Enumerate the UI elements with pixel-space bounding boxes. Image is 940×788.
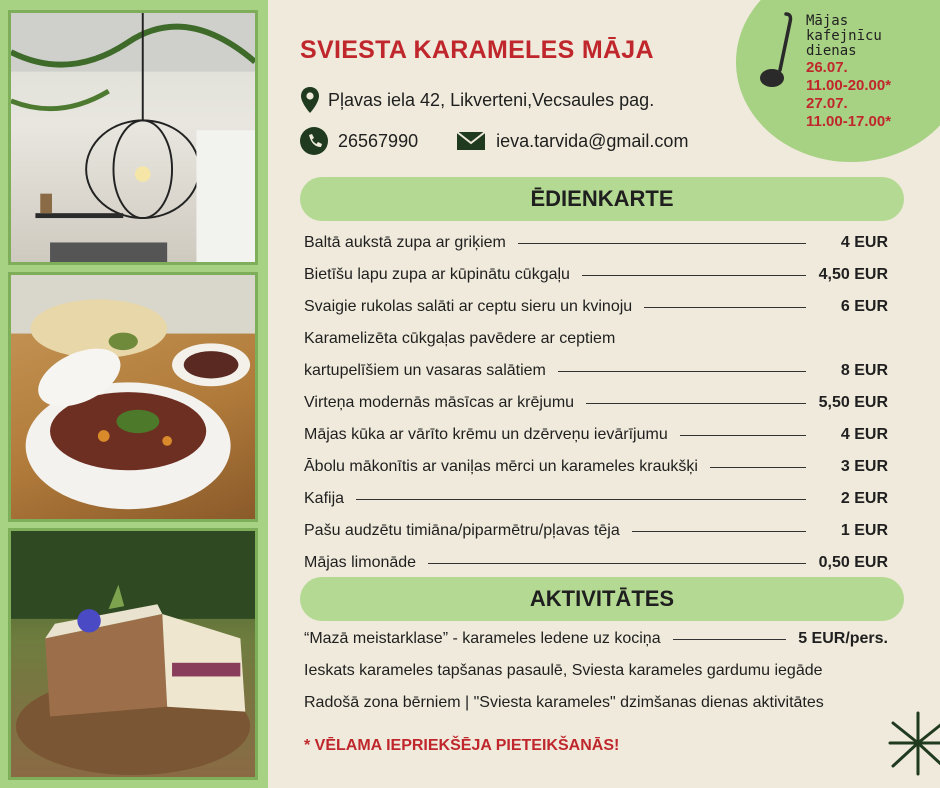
ladle-icon	[756, 12, 800, 92]
menu-item	[304, 520, 892, 542]
menu-item-price: 8 EUR	[840, 362, 888, 379]
dotted-leader	[428, 563, 806, 564]
event-dates-text	[806, 14, 936, 131]
menu-item	[304, 552, 892, 574]
event-date-1: 26.07.	[806, 59, 848, 76]
reservation-note: * VĒLAMA IEPRIEKŠĒJA PIETEIKŠANĀS!	[304, 737, 620, 754]
activities-heading: AKTIVITĀTES	[300, 577, 904, 621]
address-line	[300, 86, 654, 114]
menu-item	[304, 328, 892, 350]
dotted-leader	[673, 639, 787, 640]
menu-item	[304, 488, 892, 510]
event-label-line3: dienas	[806, 43, 857, 59]
menu-item	[304, 232, 892, 254]
menu-item-name: Svaigie rukolas salāti ar ceptu sieru un kvinoju	[304, 298, 633, 315]
menu-item-price: 4,50 EUR	[818, 266, 888, 283]
menu-item	[304, 424, 892, 446]
activity-name: Ieskats karameles tapšanas pasaulē, Sviesta karameles gardumu iegāde	[304, 662, 823, 679]
dotted-leader	[558, 371, 806, 372]
menu-item-name: Baltā aukstā zupa ar griķiem	[304, 234, 506, 251]
address-text: Pļavas iela 42, Likverteni,Vecsaules pag.	[328, 89, 655, 110]
menu-item-name: Kafija	[304, 490, 345, 507]
activity-price: 5 EUR/pers.	[798, 630, 888, 647]
menu-item-price: 1 EUR	[840, 522, 888, 539]
menu-item-name: Ābolu mākonītis ar vaniļas mērci un karameles kraukšķi	[304, 458, 698, 475]
activity-name: “Mazā meistarklase” - karameles ledene uz kociņa	[304, 630, 661, 647]
email-icon	[456, 131, 486, 151]
menu-item-price: 3 EUR	[840, 458, 888, 475]
photo-cake	[8, 528, 258, 780]
starburst-icon	[888, 708, 940, 778]
activity-item	[304, 628, 892, 650]
email-address[interactable]: ieva.tarvida@gmail.com	[496, 130, 689, 151]
dotted-leader	[356, 499, 806, 500]
photo-cafe-interior	[8, 10, 258, 265]
menu-item	[304, 360, 892, 382]
activity-item	[304, 660, 904, 682]
menu-heading: ĒDIENKARTE	[300, 177, 904, 221]
event-time-1: 11.00-20.00*	[806, 77, 892, 94]
phone-number[interactable]: 26567990	[338, 130, 419, 151]
menu-item-price: 5,50 EUR	[818, 394, 888, 411]
dotted-leader	[586, 403, 806, 404]
menu-item-name: Virteņa modernās māsīcas ar krējumu	[304, 394, 575, 411]
activity-name: Radošā zona bērniem | "Sviesta karameles" dzimšanas dienas aktivitātes	[304, 694, 824, 711]
menu-item-name: Mājas limonāde	[304, 554, 417, 571]
menu-item-price: 4 EUR	[840, 426, 888, 443]
menu-item-name: Pašu audzētu timiāna/piparmētru/pļavas tēja	[304, 522, 620, 539]
menu-item-name: Karamelizēta cūkgaļas pavēdere ar ceptiem	[304, 330, 616, 347]
dotted-leader	[632, 531, 806, 532]
event-date-2: 27.07.	[806, 95, 848, 112]
photo-column	[0, 0, 268, 788]
dotted-leader	[680, 435, 806, 436]
menu-item	[304, 456, 892, 478]
menu-item-price: 0,50 EUR	[818, 554, 888, 571]
activity-item	[304, 692, 904, 714]
menu-item	[304, 264, 892, 286]
phone-icon	[300, 127, 328, 155]
event-time-2: 11.00-17.00*	[806, 113, 892, 130]
menu-item	[304, 392, 892, 414]
dotted-leader	[644, 307, 806, 308]
menu-item-name: Mājas kūka ar vārīto krēmu un dzērveņu ievārījumu	[304, 426, 668, 443]
contact-line	[300, 127, 688, 155]
location-pin-icon	[300, 86, 320, 114]
event-label-line2: kafejnīcu	[806, 28, 882, 44]
page-title: SVIESTA KARAMELES MĀJA	[300, 36, 654, 64]
menu-item-price: 6 EUR	[840, 298, 888, 315]
menu-item	[304, 296, 892, 318]
dotted-leader	[710, 467, 806, 468]
menu-item-name: Bietīšu lapu zupa ar kūpinātu cūkgaļu	[304, 266, 570, 283]
menu-item-name: kartupelīšiem un vasaras salātiem	[304, 362, 546, 379]
menu-item-price: 2 EUR	[840, 490, 888, 507]
dotted-leader	[518, 243, 806, 244]
photo-soup	[8, 272, 258, 522]
event-label-line1: Mājas	[806, 13, 849, 29]
dotted-leader	[582, 275, 806, 276]
menu-item-price: 4 EUR	[840, 234, 888, 251]
